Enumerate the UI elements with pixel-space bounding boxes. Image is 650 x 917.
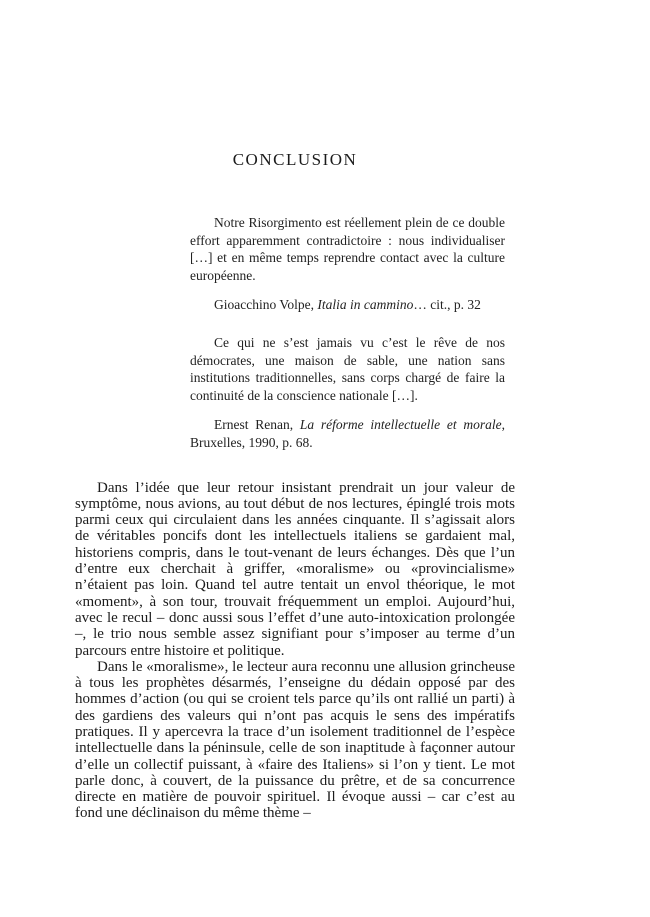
attribution-author: Ernest Renan,	[214, 417, 300, 433]
attribution-work-title: La réforme intellectuelle et morale	[299, 417, 502, 433]
body-paragraph-1: Dans l’idée que leur retour insistant prendrait un jour valeur de symptôme, nous avions, au tout début de nos lectures, épinglé trois mots parmi ceux qui circulaient dans les années cinquante. Il s’agissait alors de véritables poncifs dont les intellectuels italiens se gardaient mal, historiens compris, dans le tout-venant de leurs échanges. Dès que l’un d’entre eux cherchait à griffer, «moralisme» ou «provincialisme» n’étaient pas loin. Quand tel autre tentait un envol théorique, le mot «moment», à son tour, trouvait fréquemment un emploi. Aujourd’hui, avec le recul – donc aussi sous l’effet d’une auto-intoxication prolongée –, le trio nous semble assez signifiant pour s’imposer au terme d’un parcours entre histoire et politique.	[75, 479, 515, 659]
epigraph-attribution	[190, 296, 505, 314]
attribution-citation: , Bruxelles, 1990, p. 68.	[190, 417, 505, 450]
body-text	[75, 480, 515, 822]
body-paragraph-2: Dans le «moralisme», le lecteur aura reconnu une allusion grincheuse à tous les prophètes désarmés, l’enseigne du dédain opposé par des hommes d’action (ou qui se croient tels parce qu’ils ont rallié un parti) à des gardiens des valeurs qui n’ont pas acquis le sens des impératifs pratiques. Il y apercevra la trace d’un isolement traditionnel de l’espèce intellectuelle dans la péninsule, celle de son inaptitude à façonner autour d’elle un collectif puissant, à «faire des Italiens» si l’on y tient. Le mot parle donc, à couvert, de la puissance du prêtre, et de sa concurrence directe en matière de pouvoir spirituel. Il évoque aussi – car c’est au fond une déclinaison du même thème –	[75, 658, 515, 822]
attribution-citation: … cit., p. 32	[413, 297, 481, 313]
page-title: CONCLUSION	[232, 150, 358, 169]
epigraph-quote: Notre Risorgimento est réellement plein de ce double effort apparemment contradictoire : nous individualiser […] et en même temps reprendre contact avec la culture européenne.	[190, 215, 505, 283]
attribution-work-title: Italia in cammino	[317, 297, 414, 313]
text-block	[75, 150, 515, 822]
epigraph-attribution	[190, 416, 505, 451]
epigraph-volpe	[190, 214, 505, 314]
attribution-author: Gioacchino Volpe,	[214, 297, 318, 313]
epigraph-renan	[190, 334, 505, 452]
epigraph-quote: Ce qui ne s’est jamais vu c’est le rêve de nos démocrates, une maison de sable, une nation sans institutions traditionnelles, sans corps chargé de faire la continuité de la conscience nationale […].	[190, 334, 505, 403]
